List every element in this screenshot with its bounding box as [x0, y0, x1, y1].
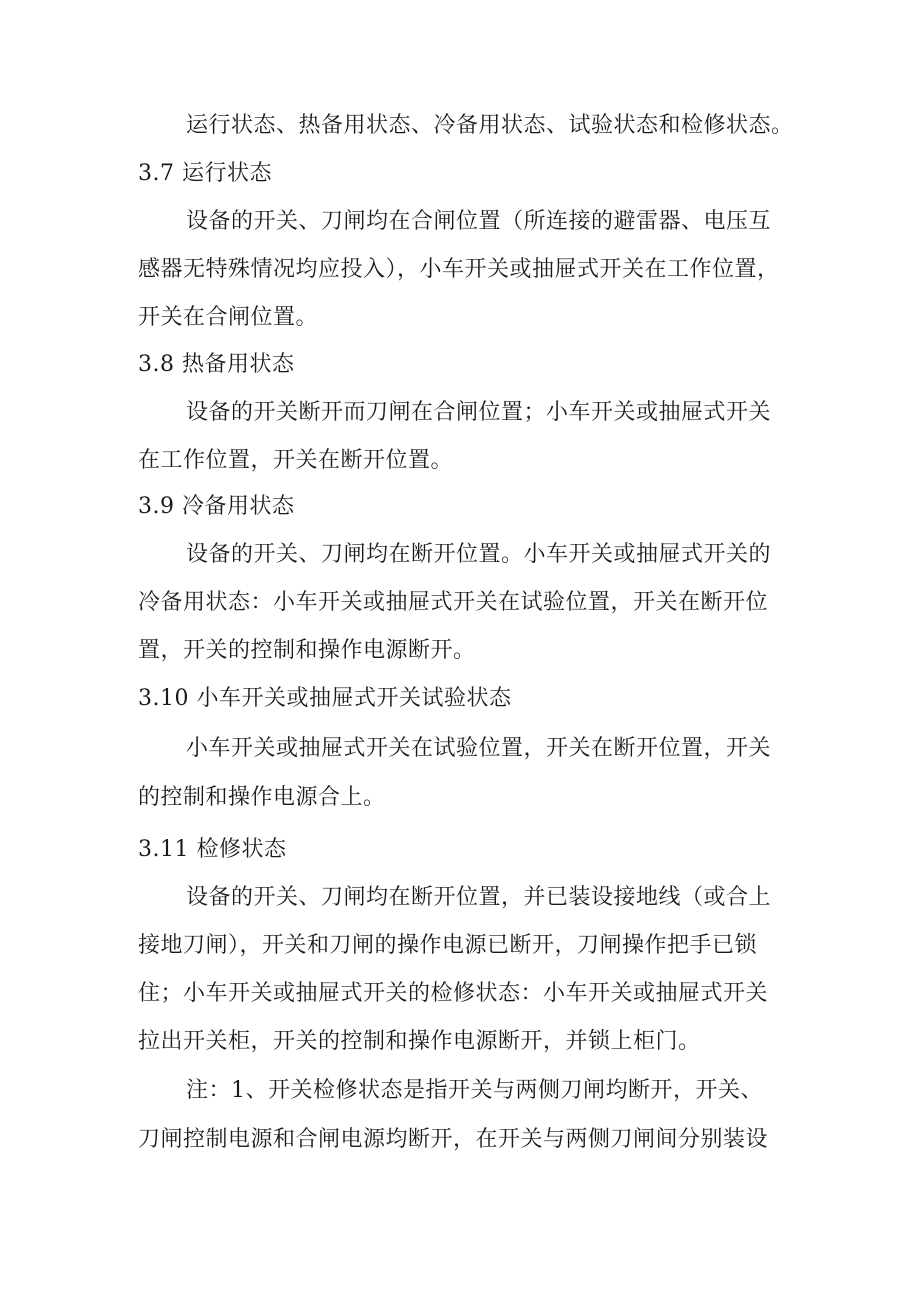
paragraph-line: 拉出开关柜，开关的控制和操作电源断开，并锁上柜门。: [138, 1029, 701, 1054]
paragraph-line: 小车开关或抽屉式开关在试验位置，开关在断开位置，开关: [186, 736, 772, 761]
paragraph-line: 开关在合闸位置。: [138, 305, 319, 330]
section-heading-3-7: 3.7 运行状态: [138, 161, 272, 186]
paragraph-line: 设备的开关、刀闸均在合闸位置（所连接的避雷器、电压互: [186, 209, 772, 234]
paragraph-line: 置，开关的控制和操作电源断开。: [138, 638, 476, 663]
paragraph-line: 设备的开关、刀闸均在断开位置。小车开关或抽屉式开关的: [186, 542, 772, 567]
paragraph-line: 感器无特殊情况均应投入），小车开关或抽屉式开关在工作位置，: [138, 257, 780, 282]
section-heading-3-10: 3.10 小车开关或抽屉式开关试验状态: [138, 686, 512, 711]
paragraph-line: 运行状态、热备用状态、冷备用状态、试验状态和检修状态。: [186, 113, 794, 138]
paragraph-line: 冷备用状态：小车开关或抽屉式开关在试验位置，开关在断开位: [138, 590, 769, 615]
paragraph-line: 在工作位置，开关在断开位置。: [138, 448, 454, 473]
section-heading-3-8: 3.8 热备用状态: [138, 352, 295, 377]
note-line: 刀闸控制电源和合闸电源均断开，在开关与两侧刀闸间分别装设: [138, 1127, 769, 1152]
note-line: 注：1、开关检修状态是指开关与两侧刀闸均断开，开关、: [186, 1078, 763, 1103]
paragraph-line: 设备的开关断开而刀闸在合闸位置；小车开关或抽屉式开关: [186, 400, 772, 425]
paragraph-line: 的控制和操作电源合上。: [138, 785, 386, 810]
paragraph-line: 设备的开关、刀闸均在断开位置，并已装设接地线（或合上: [186, 885, 772, 910]
section-heading-3-9: 3.9 冷备用状态: [138, 494, 295, 519]
paragraph-line: 接地刀闸），开关和刀闸的操作电源已断开，刀闸操作把手已锁: [138, 933, 758, 958]
section-heading-3-11: 3.11 检修状态: [138, 837, 287, 862]
paragraph-line: 住；小车开关或抽屉式开关的检修状态：小车开关或抽屉式开关: [138, 981, 769, 1006]
